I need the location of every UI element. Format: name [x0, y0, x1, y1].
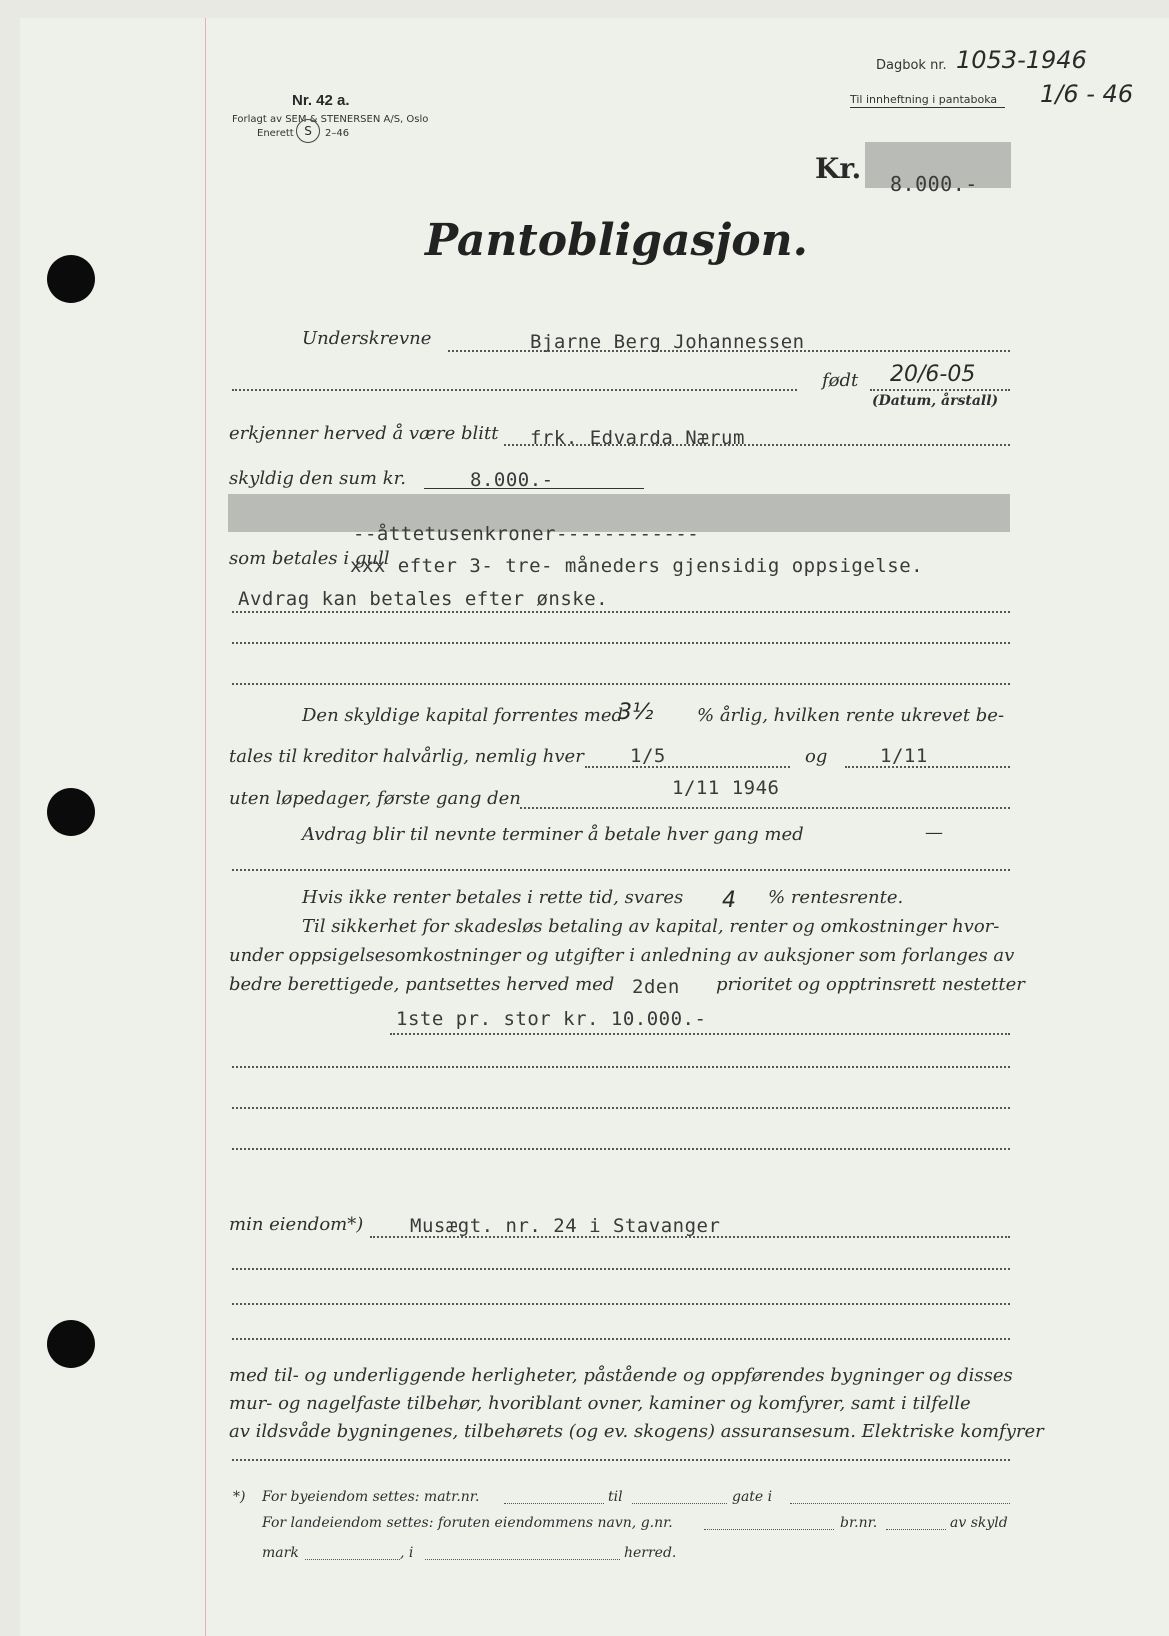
registry-label: Til innheftning i pantaboka — [850, 93, 998, 106]
footnote-line2-c: av skyld — [950, 1515, 1008, 1531]
date-b: 1/11 — [880, 745, 928, 767]
security-line2: under oppsigelsesomkostninger og utgifter i anledning av auksjoner som forlanges av — [229, 945, 1015, 966]
penalty-rate: 4 — [722, 888, 736, 913]
security-line1: Til sikkerhet for skadesløs betaling av kapital, renter og omkostninger hvor- — [302, 916, 1000, 937]
brnr-line — [886, 1529, 946, 1530]
interest-line2-a: tales til kreditor halvårlig, nemlig hver — [229, 746, 584, 767]
til-line — [632, 1503, 727, 1504]
property-dotline3 — [232, 1338, 1010, 1340]
interest-rate: 3½ — [618, 700, 654, 725]
property-value: Musægt. nr. 24 i Stavanger — [410, 1215, 721, 1237]
publisher-line2: Enerett — [257, 128, 294, 139]
creditor-label: erkjenner herved å være blitt — [229, 423, 499, 444]
creditor-value: frk. Edvarda Nærum — [530, 427, 745, 449]
property-dotline1 — [232, 1268, 1010, 1270]
amount-value: 8.000.- — [890, 172, 978, 196]
payment-line2: Avdrag kan betales efter ønske. — [238, 588, 609, 610]
interest-line3-a: uten løpedager, første gang den — [229, 788, 521, 809]
matr-line — [504, 1503, 604, 1504]
appurtenances-line2: mur- og nagelfaste tilbehør, hvoriblant ovner, kaminer og komfyrer, samt i tilfelle — [229, 1393, 971, 1414]
security-line3-b: prioritet og opptrinsrett nestetter — [716, 974, 1025, 995]
dagbok-label: Dagbok nr. — [876, 58, 947, 73]
appurtenances-dotline — [232, 1459, 1010, 1461]
born-prefix-line — [232, 389, 797, 391]
footnote-line1-a: For byeiendom settes: matr.nr. — [262, 1489, 480, 1505]
punch-hole-top — [47, 255, 95, 303]
security-dotline3 — [232, 1148, 1010, 1150]
payment-dotline1 — [232, 611, 1010, 613]
interest-line1-b: % årlig, hvilken rente ukrevet be- — [697, 705, 1005, 726]
sum-label: skyldig den sum kr. — [229, 468, 406, 489]
footnote-line3-c: herred. — [624, 1545, 677, 1561]
punch-hole-middle — [47, 788, 95, 836]
footnote-line2-a: For landeiendom settes: foruten eiendommens navn, g.nr. — [262, 1515, 673, 1531]
publisher-date: 2–46 — [325, 128, 350, 139]
appurtenances-line1: med til- og underliggende herligheter, påstående og oppførendes bygninger og disses — [229, 1365, 1013, 1386]
date-a: 1/5 — [630, 745, 666, 767]
undersigned-label: Underskrevne — [302, 328, 432, 349]
mark-line — [305, 1559, 400, 1560]
interest-line4-dash: — — [925, 822, 943, 843]
installment-dotline — [232, 869, 1010, 871]
security-line3-a: bedre berettigede, pantsettes herved med — [229, 974, 615, 995]
sum-value: 8.000.- — [470, 469, 554, 491]
form-number: Nr. 42 a. — [292, 92, 350, 109]
footnote-line2-b: br.nr. — [840, 1515, 878, 1531]
page-title: Pantobligasjon. — [425, 215, 808, 266]
interest-line5-a: Hvis ikke renter betales i rette tid, svares — [302, 887, 684, 908]
punch-hole-bottom — [47, 1320, 95, 1368]
margin-line — [205, 18, 206, 1636]
registry-underline — [850, 107, 1005, 108]
payment-line1: xxx efter 3- tre- måneders gjensidig oppsigelse. — [350, 555, 924, 577]
appurtenances-line3: av ildsvåde bygningenes, tilbehørets (og ev. skogens) assuransesum. Elektriske komfyrer — [229, 1421, 1044, 1442]
footnote-line1-b: til — [608, 1489, 623, 1505]
prior-lien-line — [390, 1033, 1010, 1035]
date-a-line — [585, 766, 790, 768]
property-dotline2 — [232, 1303, 1010, 1305]
born-hint: (Datum, årstall) — [872, 393, 999, 409]
undersigned-value: Bjarne Berg Johannessen — [530, 331, 805, 353]
interest-line1-a: Den skyldige kapital forrentes med — [302, 705, 624, 726]
property-label: min eiendom*) — [229, 1214, 364, 1235]
sum-words: --åttetusenkroner------------ — [353, 523, 700, 545]
payment-label: som betales i gull — [229, 548, 390, 569]
priority: 2den — [632, 976, 680, 998]
payment-dotline3 — [232, 683, 1010, 685]
publisher-logo: S — [296, 119, 320, 143]
payment-dotline2 — [232, 642, 1010, 644]
security-dotline2 — [232, 1107, 1010, 1109]
born-line — [870, 389, 1010, 391]
born-label: født — [822, 370, 859, 391]
gnr-line — [704, 1529, 834, 1530]
amount-label: Kr. — [815, 152, 862, 185]
prior-lien: 1ste pr. stor kr. 10.000.- — [396, 1008, 707, 1030]
security-dotline1 — [232, 1066, 1010, 1068]
first-date-line — [520, 807, 1010, 809]
interest-line4: Avdrag blir til nevnte terminer å betale hver gang med — [302, 824, 804, 845]
og-label: og — [805, 746, 828, 767]
registry-date: 1/6 - 46 — [1040, 80, 1134, 108]
footnote-line3-a: mark — [262, 1545, 299, 1561]
dagbok-value: 1053-1946 — [956, 46, 1087, 74]
footnote-star: *) — [233, 1489, 246, 1505]
publisher-line1: Forlagt av SEM & STENERSEN A/S, Oslo — [232, 114, 429, 125]
gate-line — [790, 1503, 1010, 1504]
herred-line — [425, 1559, 620, 1560]
footnote-line1-c: gate i — [732, 1489, 773, 1505]
interest-line5-b: % rentesrente. — [768, 887, 904, 908]
first-date: 1/11 1946 — [672, 777, 780, 799]
footnote-line3-b: , i — [400, 1545, 414, 1561]
born-value: 20/6-05 — [890, 362, 976, 387]
